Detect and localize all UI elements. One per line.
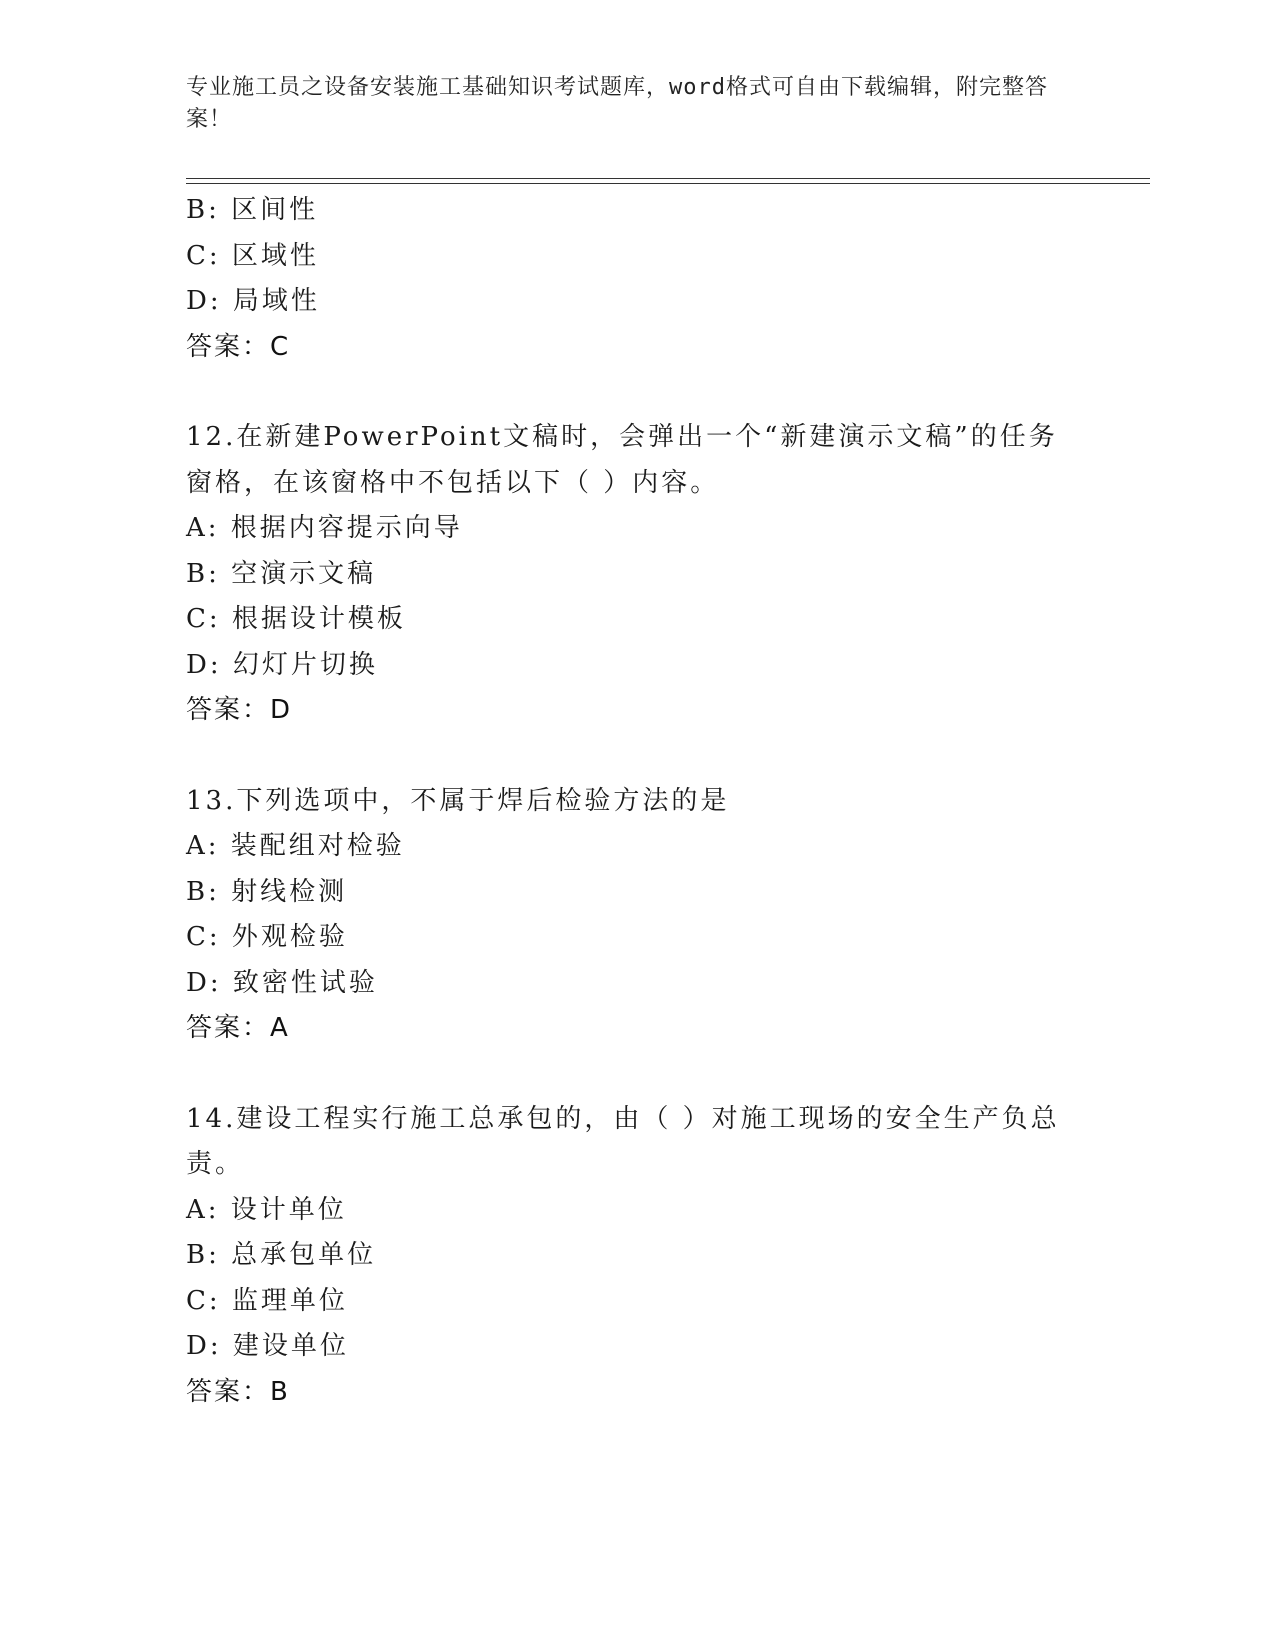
option-d: D: 局域性	[186, 286, 320, 316]
answer: 答案：B	[186, 1376, 290, 1407]
header-divider-bottom	[186, 183, 1150, 184]
question-14	[186, 1097, 1086, 1416]
answer: 答案：A	[186, 1013, 290, 1043]
question-stem: 12.在新建PowerPoint文稿时，会弹出一个“新建演示文稿”的任务窗格，在该窗格中不包括以下（ ）内容。	[186, 422, 1058, 498]
question-list	[186, 188, 1086, 1415]
question-stem: 14.建设工程实行施工总承包的，由（ ）对施工现场的安全生产负总责。	[186, 1103, 1060, 1179]
option-b: B: 空演示文稿	[186, 558, 377, 589]
option-b: B: 区间性	[186, 195, 319, 225]
option-b: B: 射线检测	[186, 876, 348, 907]
question-12	[186, 415, 1086, 734]
option-d: D: 幻灯片切换	[186, 649, 378, 680]
question-11-continuation	[186, 188, 1086, 370]
option-a: A: 装配组对检验	[186, 831, 405, 861]
answer: 答案：C	[186, 331, 291, 362]
option-d: D: 建设单位	[186, 1331, 349, 1361]
document-header	[186, 72, 1066, 136]
option-c: C: 区域性	[186, 240, 319, 271]
question-13	[186, 779, 1086, 1052]
option-c: C: 根据设计模板	[186, 604, 406, 634]
option-d: D: 致密性试验	[186, 967, 378, 998]
option-a: A: 设计单位	[186, 1194, 347, 1225]
option-b: B: 总承包单位	[186, 1240, 377, 1270]
option-c: C: 监理单位	[186, 1285, 348, 1316]
header-divider-top	[186, 178, 1150, 179]
question-stem: 13.下列选项中，不属于焊后检验方法的是	[186, 785, 730, 816]
option-c: C: 外观检验	[186, 922, 348, 952]
answer: 答案：D	[186, 695, 293, 725]
header-text: 专业施工员之设备安装施工基础知识考试题库，word格式可自由下载编辑，附完整答案！	[186, 75, 1048, 132]
option-a: A: 根据内容提示向导	[186, 513, 463, 543]
